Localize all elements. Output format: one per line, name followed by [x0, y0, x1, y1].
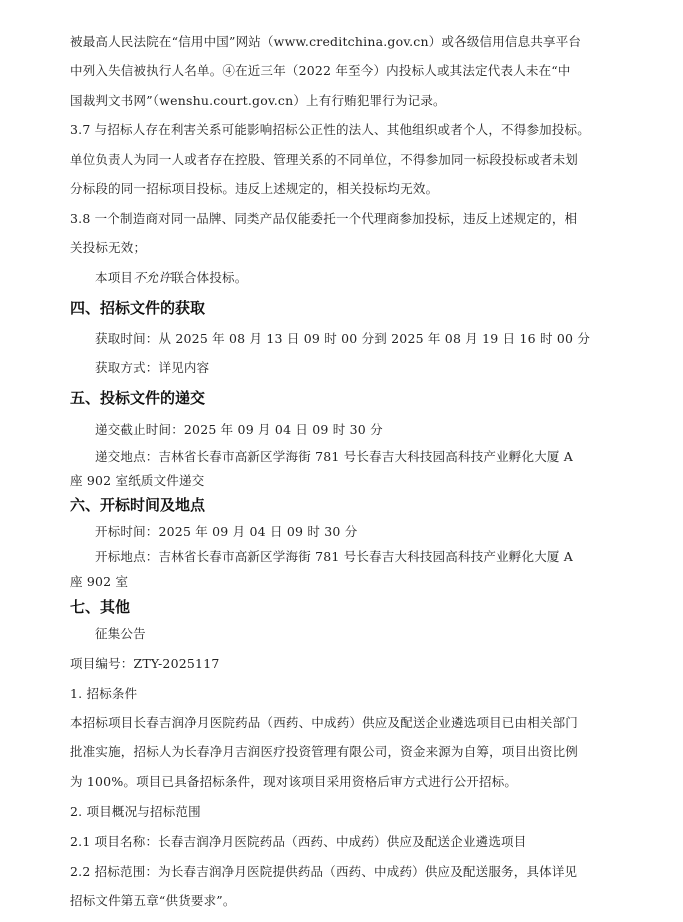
conditions-heading: 1. 招标条件 [70, 686, 138, 701]
body-line-5: 单位负责人为同一人或者存在控股、管理关系的不同单位，不得参加同一标段投标或者未划 [70, 152, 579, 167]
conditions-line-3: 为 100%。项目已具备招标条件，现对该项目采用资格后审方式进行公开招标。 [70, 774, 518, 789]
scope-line-2: 招标文件第五章“供货要求”。 [70, 893, 236, 908]
consortium-prefix: 本项目 [95, 270, 134, 285]
consortium-emphasis: 不允许 [133, 270, 172, 285]
scope-line-1: 2.2 招标范围：为长春吉润净月医院提供药品（西药、中成药）供应及配送服务，具体详见 [70, 864, 578, 879]
body-line-7: 3.8 一个制造商对同一品牌、同类产品仅能委托一个代理商参加投标，违反上述规定的，相 [70, 211, 578, 226]
section-6-heading: 六、开标时间及地点 [70, 496, 206, 514]
body-line-1: 被最高人民法院在“信用中国”网站（www.creditchina.gov.cn）或各级信用信息共享平台 [70, 34, 582, 49]
consortium-statement [95, 270, 247, 286]
section-7-heading: 七、其他 [70, 598, 131, 616]
acquisition-time: 获取时间：从 2025 年 08 月 13 日 09 时 00 分到 2025 年 08 月 19 日 16 时 00 分 [95, 331, 591, 346]
acquisition-method: 获取方式：详见内容 [95, 360, 210, 375]
opening-place-line-2: 座 902 室 [70, 574, 129, 589]
consortium-suffix: 联合体投标。 [171, 270, 248, 285]
body-line-2: 中列入失信被执行人名单。④在近三年（2022 年至今）内投标人或其法定代表人未在“中 [70, 63, 571, 78]
body-line-3: 国裁判文书网”（wenshu.court.gov.cn）上有行贿犯罪行为记录。 [70, 93, 446, 108]
body-line-6: 分标段的同一招标项目投标。违反上述规定的，相关投标均无效。 [70, 181, 439, 196]
body-line-8: 关投标无效； [70, 240, 147, 255]
opening-time: 开标时间：2025 年 09 月 04 日 09 时 30 分 [95, 524, 358, 539]
section-5-heading: 五、投标文件的递交 [70, 389, 206, 407]
opening-place-line-1: 开标地点：吉林省长春市高新区学海街 781 号长春吉大科技园高科技产业孵化大厦 A [95, 549, 574, 564]
submission-place-line-1: 递交地点：吉林省长春市高新区学海街 781 号长春吉大科技园高科技产业孵化大厦 A [95, 449, 574, 464]
body-line-4: 3.7 与招标人存在利害关系可能影响招标公正性的法人、其他组织或者个人，不得参加投标。 [70, 122, 590, 137]
submission-deadline: 递交截止时间：2025 年 09 月 04 日 09 时 30 分 [95, 422, 383, 437]
submission-place-line-2: 座 902 室纸质文件递交 [70, 473, 205, 488]
project-number: 项目编号：ZTY-2025117 [70, 656, 220, 671]
conditions-line-2: 批准实施，招标人为长春净月吉润医疗投资管理有限公司，资金来源为自筹，项目出资比例 [70, 744, 579, 759]
scope-heading: 2. 项目概况与招标范围 [70, 804, 201, 819]
project-name: 2.1 项目名称：长春吉润净月医院药品（西药、中成药）供应及配送企业遴选项目 [70, 834, 527, 849]
solicitation-notice: 征集公告 [95, 626, 146, 641]
conditions-line-1: 本招标项目长春吉润净月医院药品（西药、中成药）供应及配送企业遴选项目已由相关部门 [70, 715, 579, 730]
section-4-heading: 四、招标文件的获取 [70, 299, 206, 317]
